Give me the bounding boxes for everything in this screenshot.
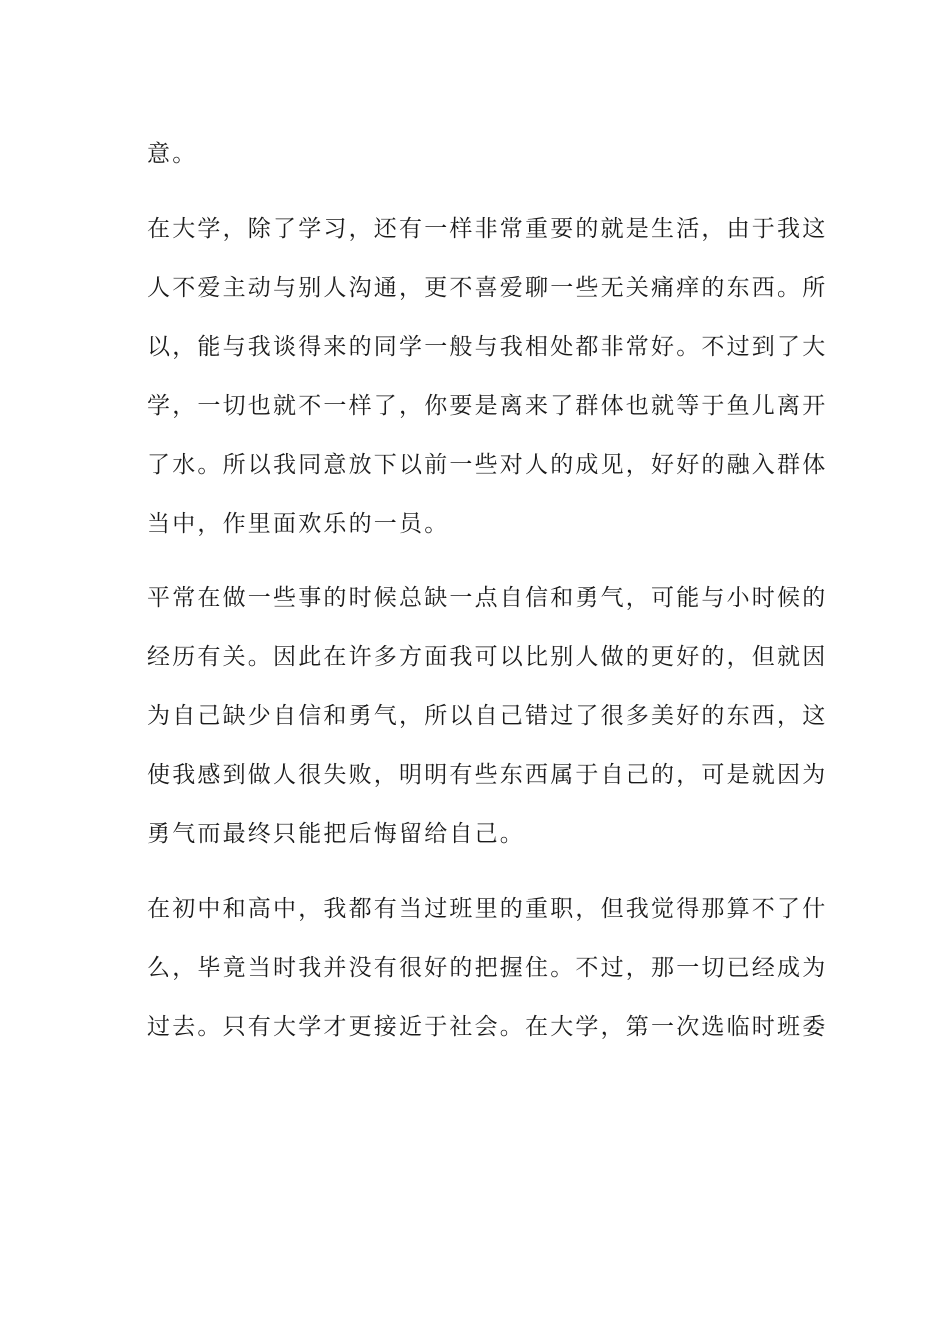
text-line: 在大学，除了学习，还有一样非常重要的就是生活，由于我这 <box>147 215 828 242</box>
text-line: 么，毕竟当时我并没有很好的把握住。不过，那一切已经成为 <box>147 954 828 981</box>
document-body <box>147 128 828 1075</box>
text-line: 经历有关。因此在许多方面我可以比别人做的更好的，但就因 <box>147 644 828 670</box>
text-line: 过去。只有大学才更接近于社会。在大学，第一次选临时班委 <box>147 1013 828 1040</box>
text-line: 在初中和高中，我都有当过班里的重职，但我觉得那算不了什 <box>147 895 828 922</box>
paragraph-1 <box>147 128 807 187</box>
text-line: 当中，作里面欢乐的一员。 <box>147 510 450 537</box>
text-line: 了水。所以我同意放下以前一些对人的成见，好好的融入群体 <box>147 451 828 478</box>
paragraph-2 <box>147 203 828 557</box>
paragraph-3 <box>147 572 828 867</box>
text-line: 人不爱主动与别人沟通，更不喜爱聊一些无关痛痒的东西。所 <box>147 274 828 301</box>
paragraph-4 <box>147 883 828 1060</box>
text-line: 勇气而最终只能把后悔留给自己。 <box>147 821 525 847</box>
text-line: 以，能与我谈得来的同学一般与我相处都非常好。不过到了大 <box>147 333 828 360</box>
text-line: 意。 <box>147 141 198 167</box>
text-line: 学，一切也就不一样了，你要是离来了群体也就等于鱼儿离开 <box>147 392 828 419</box>
text-line: 使我感到做人很失败，明明有些东西属于自己的，可是就因为 <box>147 762 828 788</box>
text-line: 平常在做一些事的时候总缺一点自信和勇气，可能与小时候的 <box>147 585 828 611</box>
text-line: 为自己缺少自信和勇气，所以自己错过了很多美好的东西，这 <box>147 703 828 729</box>
